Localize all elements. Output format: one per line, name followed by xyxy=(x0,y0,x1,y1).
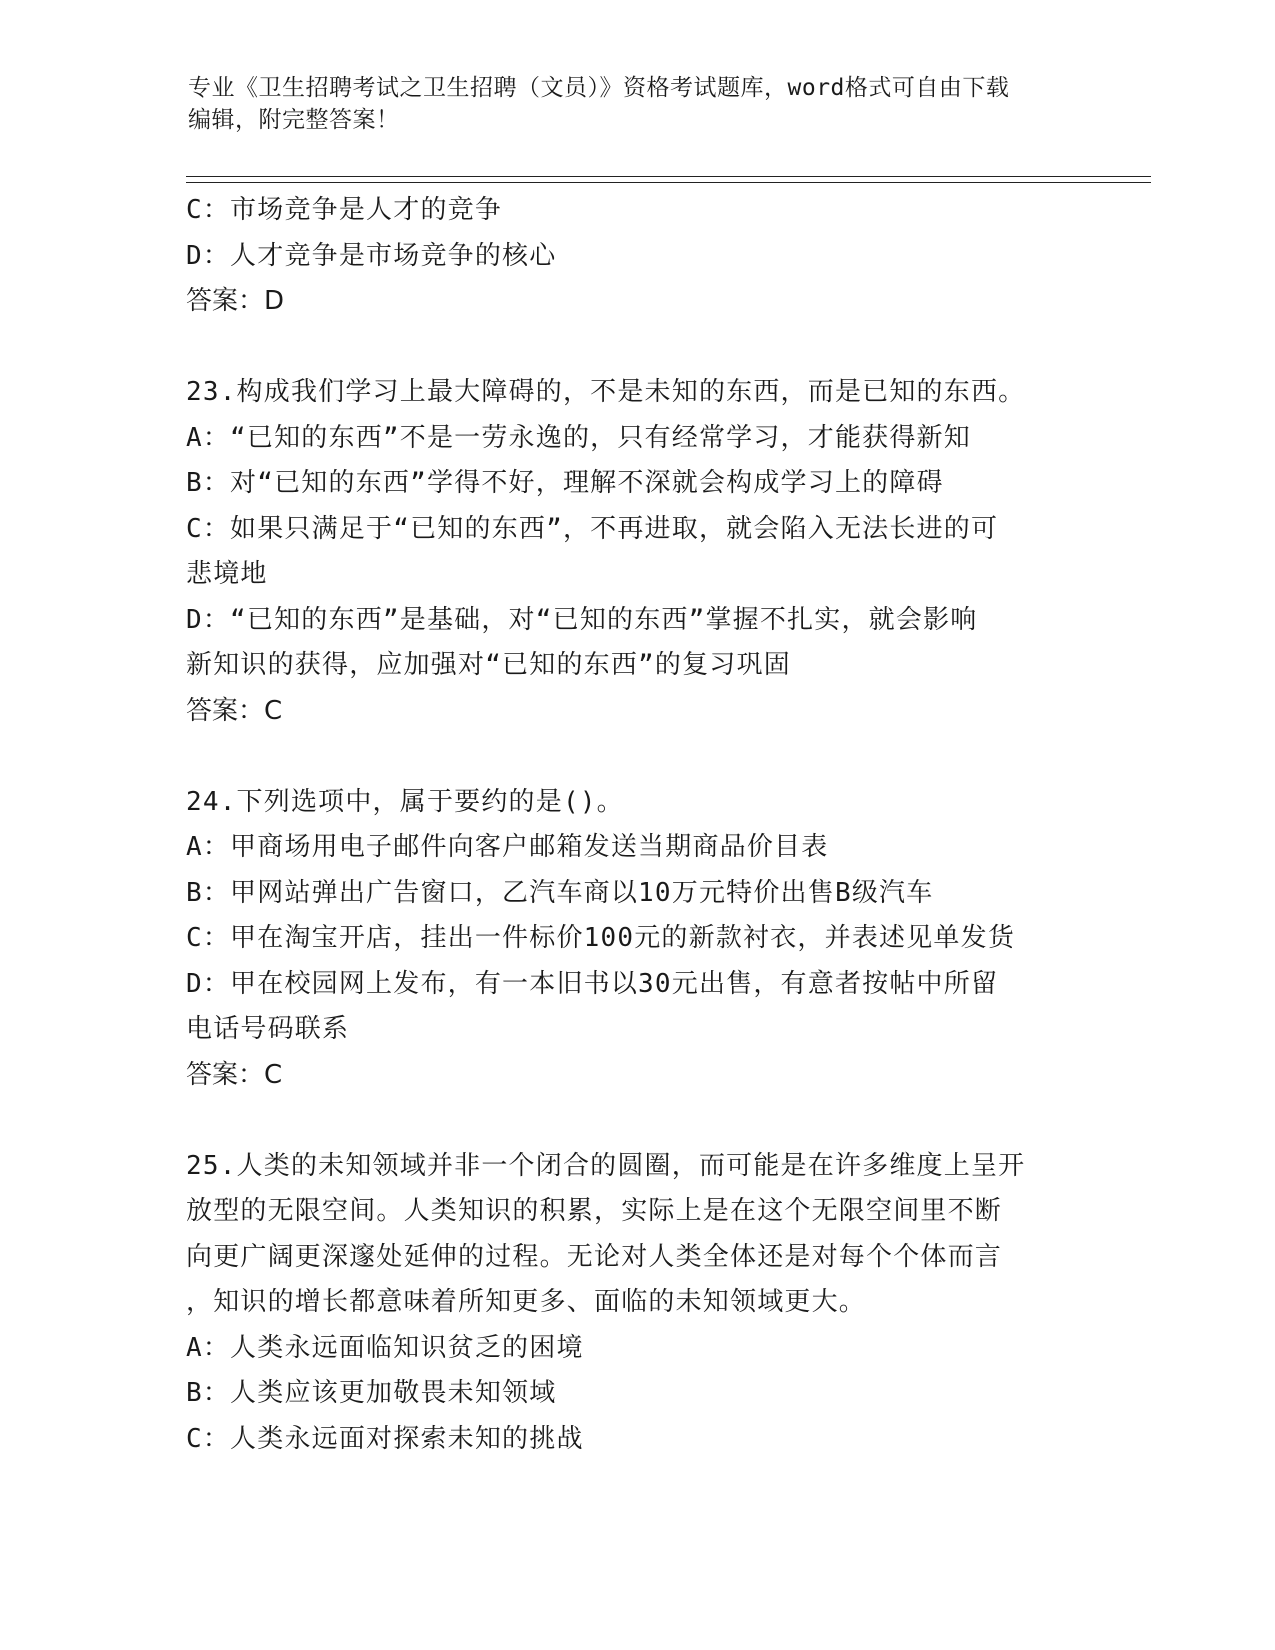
question-23 xyxy=(186,370,1086,734)
q25-stem-line-4: ，知识的增长都意味着所知更多、面临的未知领域更大。 xyxy=(186,1287,867,1317)
spacer xyxy=(186,1098,1086,1144)
q24-option-c: C：甲在淘宝开店，挂出一件标价100元的新款衬衣，并表述见单发货 xyxy=(186,923,1016,953)
q23-option-b: B：对“已知的东西”学得不好，理解不深就会构成学习上的障碍 xyxy=(186,468,944,498)
question-list xyxy=(186,188,1086,1462)
q24-option-d-cont: 电话号码联系 xyxy=(186,1014,350,1044)
q22-answer: 答案：D xyxy=(186,286,285,316)
q25-stem-line-3: 向更广阔更深邃处延伸的过程。无论对人类全体还是对每个个体而言 xyxy=(186,1241,1003,1272)
q25-stem-line-2: 放型的无限空间。人类知识的积累，实际上是在这个无限空间里不断 xyxy=(186,1196,1003,1226)
q22-option-c: C：市场竞争是人才的竞争 xyxy=(186,195,503,225)
document-header xyxy=(188,72,1068,136)
q25-stem-line-1: 25.人类的未知领域并非一个闭合的圆圈，而可能是在许多维度上呈开 xyxy=(186,1150,1026,1181)
q24-option-d: D：甲在校园网上发布，有一本旧书以30元出售，有意者按帖中所留 xyxy=(186,968,999,999)
q23-stem: 23.构成我们学习上最大障碍的，不是未知的东西，而是已知的东西。 xyxy=(186,377,1026,407)
q24-answer: 答案：C xyxy=(186,1059,283,1090)
q25-option-c: C：人类永远面对探索未知的挑战 xyxy=(186,1423,584,1454)
question-25 xyxy=(186,1144,1086,1463)
q23-option-c: C：如果只满足于“已知的东西”，不再进取，就会陷入无法长进的可 xyxy=(186,513,999,544)
spacer xyxy=(186,734,1086,780)
q25-option-a: A：人类永远面临知识贫乏的困境 xyxy=(186,1332,584,1363)
spacer xyxy=(186,325,1086,371)
q22-option-d: D：人才竞争是市场竞争的核心 xyxy=(186,240,557,271)
question-24 xyxy=(186,780,1086,1099)
q23-option-d-cont: 新知识的获得，应加强对“已知的东西”的复习巩固 xyxy=(186,650,791,680)
header-line-2: 编辑，附完整答案！ xyxy=(188,107,400,133)
q23-option-a: A：“已知的东西”不是一劳永逸的，只有经常学习，才能获得新知 xyxy=(186,422,971,453)
q24-option-a: A：甲商场用电子邮件向客户邮箱发送当期商品价目表 xyxy=(186,832,829,862)
question-22 xyxy=(186,188,1086,325)
q23-answer: 答案：C xyxy=(186,695,283,726)
q24-stem: 24.下列选项中，属于要约的是()。 xyxy=(186,786,624,817)
header-divider xyxy=(186,176,1151,183)
q25-option-b: B：人类应该更加敬畏未知领域 xyxy=(186,1378,557,1408)
header-line-1: 专业《卫生招聘考试之卫生招聘（文员）》资格考试题库，word格式可自由下载 xyxy=(188,75,1010,101)
q23-option-c-cont: 悲境地 xyxy=(186,559,268,589)
q24-option-b: B：甲网站弹出广告窗口，乙汽车商以10万元特价出售B级汽车 xyxy=(186,877,934,908)
q23-option-d: D：“已知的东西”是基础，对“已知的东西”掌握不扎实，就会影响 xyxy=(186,604,978,635)
